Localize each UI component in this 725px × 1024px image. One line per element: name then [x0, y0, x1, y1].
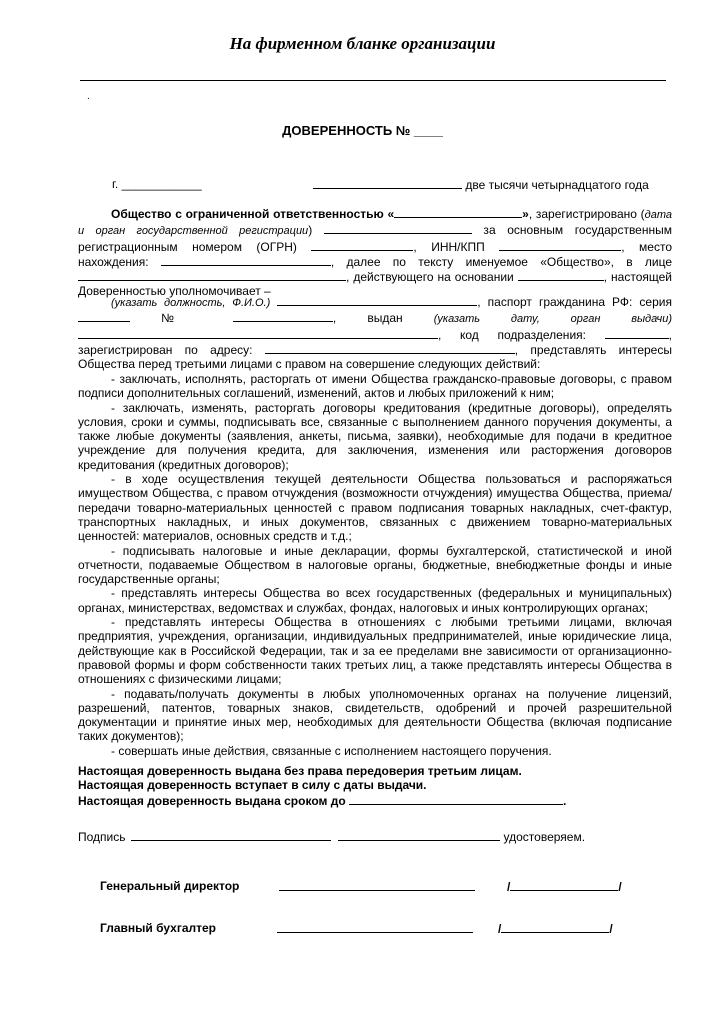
power-item: - подавать/получать документы в любых уполномоченных органах на получение лицензий, разрешений, патентов, товарных знаков, свидетельств, одобрений и прочей разрешительной документации и принятие иных мер, необходимых для деятельности Общества (включая подписание таких документов); — [78, 686, 672, 744]
slash: / — [498, 922, 502, 936]
signature-line — [78, 829, 585, 844]
power-item: - совершать иные действия, связанные с исполнением настоящего поручения. — [111, 743, 552, 758]
power-item: - представлять интересы Общества в отношениях с любыми третьими лицами, включая предприятия, учреждения, организации, индивидуальных предпринимателей, иные юридические лица, действующие как в Российской Федерации, так и за ее пределами вне зависимости от организационно-правовой формы и форм собственности таких третьих лиц, а также представлять интересы Общества в отношениях с физическими лицами; — [78, 615, 672, 687]
intro-text: за основным государственным регистрационным номером (ОГРН) — [78, 223, 672, 254]
intro-text: , зарегистрировано ( — [528, 207, 645, 221]
issue-blank — [78, 327, 438, 339]
agent-text: , выдан — [332, 311, 434, 326]
director-signature-line — [279, 879, 475, 894]
intro-text: , ИНН/КПП — [413, 239, 500, 254]
org-name-blank — [394, 206, 522, 218]
power-item: - заключать, исполнять, расторгать от имени Общества гражданско-правовые договоры, с правом подписи дополнительных соглашений, изменений, актов и любых приложений к ним; — [78, 372, 672, 401]
agent-text: № — [130, 311, 233, 326]
powers-list — [78, 372, 672, 758]
intro-text: ) — [308, 223, 324, 238]
accountant-title: Главный бухгалтер — [100, 921, 217, 935]
power-item: - в ходе осуществления текущей деятельности Общества пользоваться и распоряжаться имуществом Общества, с правом отчуждения (возможности отчуждения) имущества Общества, приема/передачи товарно-материальных ценностей с правом подписания товарных накладных, счет-фактур, транспортных накладных, и иных документов, связанных с движением товарно-материальных ценностей: материалов, основных средств и т.д.; — [78, 472, 672, 544]
slash: / — [507, 880, 511, 894]
signature-name-blank — [338, 829, 500, 841]
agent-text: , код подразделения: — [438, 327, 605, 342]
effective-clause: Настоящая доверенность вступает в силу с даты выдачи. — [78, 778, 427, 793]
header-rule — [80, 80, 666, 81]
agent-name-blank — [277, 294, 477, 306]
power-item: - подписывать налоговые и иные декларации, формы бухгалтерской, статистической и иной отчетности, подаваемые Обществом в налоговые органы, бюджетные, внебюджетные фонды и иные государственные органы; — [78, 543, 672, 587]
document-title: ДОВЕРЕННОСТЬ № ____ — [282, 123, 443, 138]
intro-text: , место нахождения: — [78, 239, 672, 269]
representative-blank — [78, 269, 346, 281]
period-text: Настоящая доверенность выдана сроком до — [78, 793, 349, 808]
agent-hint: (указать должность, Ф.И.О.) — [111, 297, 271, 309]
header-dot: . — [87, 91, 90, 102]
intro-text: , действующего на основании — [346, 270, 518, 285]
accountant-name-line — [498, 921, 613, 936]
passport-series-blank — [78, 310, 130, 322]
director-signature-blank — [279, 879, 475, 891]
registration-hint: дата и орган государственной регистрации — [78, 209, 672, 238]
power-item: - заключать, изменять, расторгать договоры кредитования (кредитные договоры), определять условия, сроки и суммы, подписывать все, связанные с выполнением данного поручения документы, а также любые документы (заявления, анкеты, письма, заявки), необходимые для подачи в кредитное учреждение для получения кредита, для заключения, изменения или расторжения договоров кредитования (кредитных договоров); — [78, 400, 672, 472]
ogrn-blank — [311, 239, 413, 251]
director-name-line — [507, 879, 622, 894]
date-blank — [313, 177, 462, 189]
letterhead-note: На фирменном бланке организации — [229, 34, 496, 53]
intro-paragraph — [78, 206, 672, 299]
accountant-signature-line — [277, 921, 473, 936]
intro-text: , далее по тексту именуемое «Общество», в лице — [330, 254, 673, 269]
intro-text: , настоящей Доверенностью уполномочивает – — [78, 270, 672, 299]
division-code-blank — [605, 327, 669, 339]
signature-blank — [131, 829, 331, 841]
address-blank — [161, 254, 331, 266]
period-clause — [78, 793, 672, 808]
slash: / — [609, 922, 613, 936]
accountant-name-blank — [501, 921, 609, 933]
registration-blank — [324, 222, 472, 234]
agent-address-blank — [265, 342, 515, 354]
period-blank — [349, 793, 563, 805]
issue-hint: (указать дату, орган выдачи) — [433, 313, 672, 326]
city-field: г. ____________ — [112, 177, 202, 191]
date-text: две тысячи четырнадцатого года — [465, 178, 649, 192]
director-name-blank — [510, 879, 618, 891]
date-line — [313, 177, 649, 192]
terms-block — [78, 764, 672, 808]
accountant-signature-blank — [277, 921, 473, 933]
director-title: Генеральный директор — [100, 879, 240, 893]
signature-label: Подпись — [78, 830, 126, 844]
period-end: . — [562, 793, 567, 808]
agent-text: , паспорт гражданина РФ: серия — [477, 295, 672, 309]
agent-text: , зарегистрирован по адресу: — [78, 327, 672, 357]
agent-paragraph — [78, 294, 672, 371]
power-item: - представлять интересы Общества во всех государственных (федеральных и муниципальных) органах, министерствах, ведомствах и службах, фондах, налоговых и иных контролирующих органах; — [78, 586, 672, 615]
passport-number-blank — [233, 310, 333, 322]
org-close: » — [522, 207, 529, 221]
no-delegation-clause: Настоящая доверенность выдана без права передоверия третьим лицам. — [78, 764, 522, 778]
agent-text: , представлять интересы Общества перед третьими лицами с правом на совершение следующих действий: — [78, 342, 672, 372]
slash: / — [618, 880, 622, 894]
inn-kpp-blank — [499, 239, 621, 251]
basis-blank — [518, 269, 604, 281]
certify-text: удостоверяем. — [503, 830, 586, 844]
org-form: Общество с ограниченной ответственностью « — [111, 207, 395, 221]
